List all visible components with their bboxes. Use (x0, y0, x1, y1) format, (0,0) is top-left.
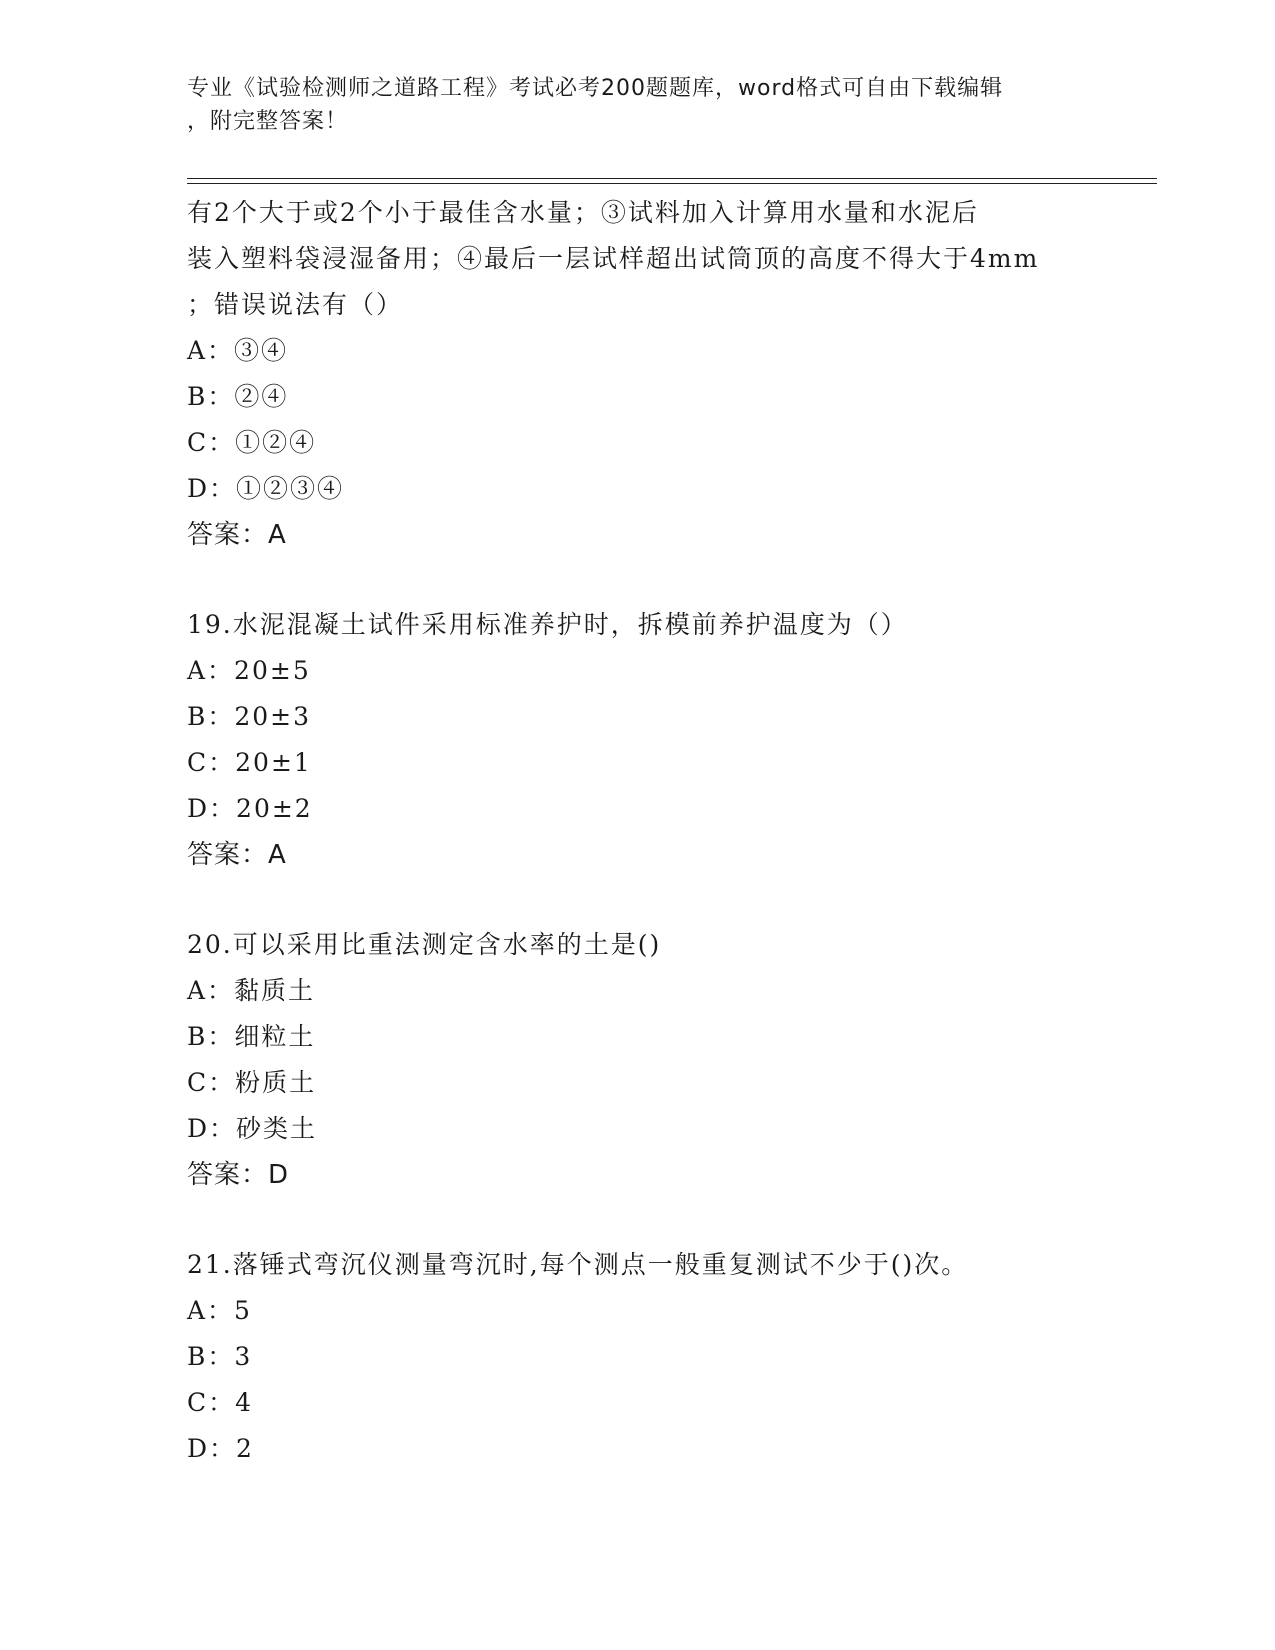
header-title-line-2: ，附完整答案！ (187, 109, 349, 134)
option-d: D：2 (187, 1434, 254, 1463)
header-title-line-1: 专业《试验检测师之道路工程》考试必考200题题库，word格式可自由下载编辑 (187, 76, 1004, 101)
question-title: 19.水泥混凝土试件采用标准养护时，拆模前养护温度为（） (187, 610, 908, 639)
option-b: B：20±3 (187, 702, 312, 731)
spacer (187, 558, 1187, 602)
option-a: A：20±5 (187, 656, 311, 685)
document-header (187, 72, 1087, 138)
answer-line: 答案：A (187, 520, 287, 550)
option-a: A：5 (187, 1296, 252, 1325)
question-title: 21.落锤式弯沉仪测量弯沉时,每个测点一般重复测试不少于()次。 (187, 1250, 969, 1279)
question-list (187, 190, 1187, 1472)
question-text-line: 装入塑料袋浸湿备用；④最后一层试样超出试筒顶的高度不得大于4mm (187, 244, 1040, 273)
option-d: D：20±2 (187, 794, 313, 823)
spacer (187, 1198, 1187, 1242)
question-text-line: 有2个大于或2个小于最佳含水量；③试料加入计算用水量和水泥后 (187, 198, 979, 227)
header-divider-top (187, 178, 1157, 179)
spacer (187, 878, 1187, 922)
answer-line: 答案：D (187, 1160, 290, 1190)
header-divider-bottom (187, 183, 1157, 184)
question-block-19 (187, 602, 1187, 878)
option-c: C：20±1 (187, 748, 312, 777)
option-d: D：①②③④ (187, 474, 345, 503)
question-text-line: ；错误说法有（） (187, 290, 404, 319)
option-a: A：③④ (187, 336, 289, 365)
option-c: C：4 (187, 1388, 254, 1417)
answer-line: 答案：A (187, 840, 287, 870)
option-a: A：黏质土 (187, 976, 316, 1005)
question-title: 20.可以采用比重法测定含水率的土是() (187, 930, 662, 959)
option-b: B：细粒土 (187, 1022, 316, 1051)
question-block-18 (187, 190, 1187, 558)
question-block-21 (187, 1242, 1187, 1472)
option-c: C：粉质土 (187, 1068, 317, 1097)
option-c: C：①②④ (187, 428, 317, 457)
question-block-20 (187, 922, 1187, 1198)
option-b: B：3 (187, 1342, 253, 1371)
option-d: D：砂类土 (187, 1114, 318, 1143)
option-b: B：②④ (187, 382, 289, 411)
